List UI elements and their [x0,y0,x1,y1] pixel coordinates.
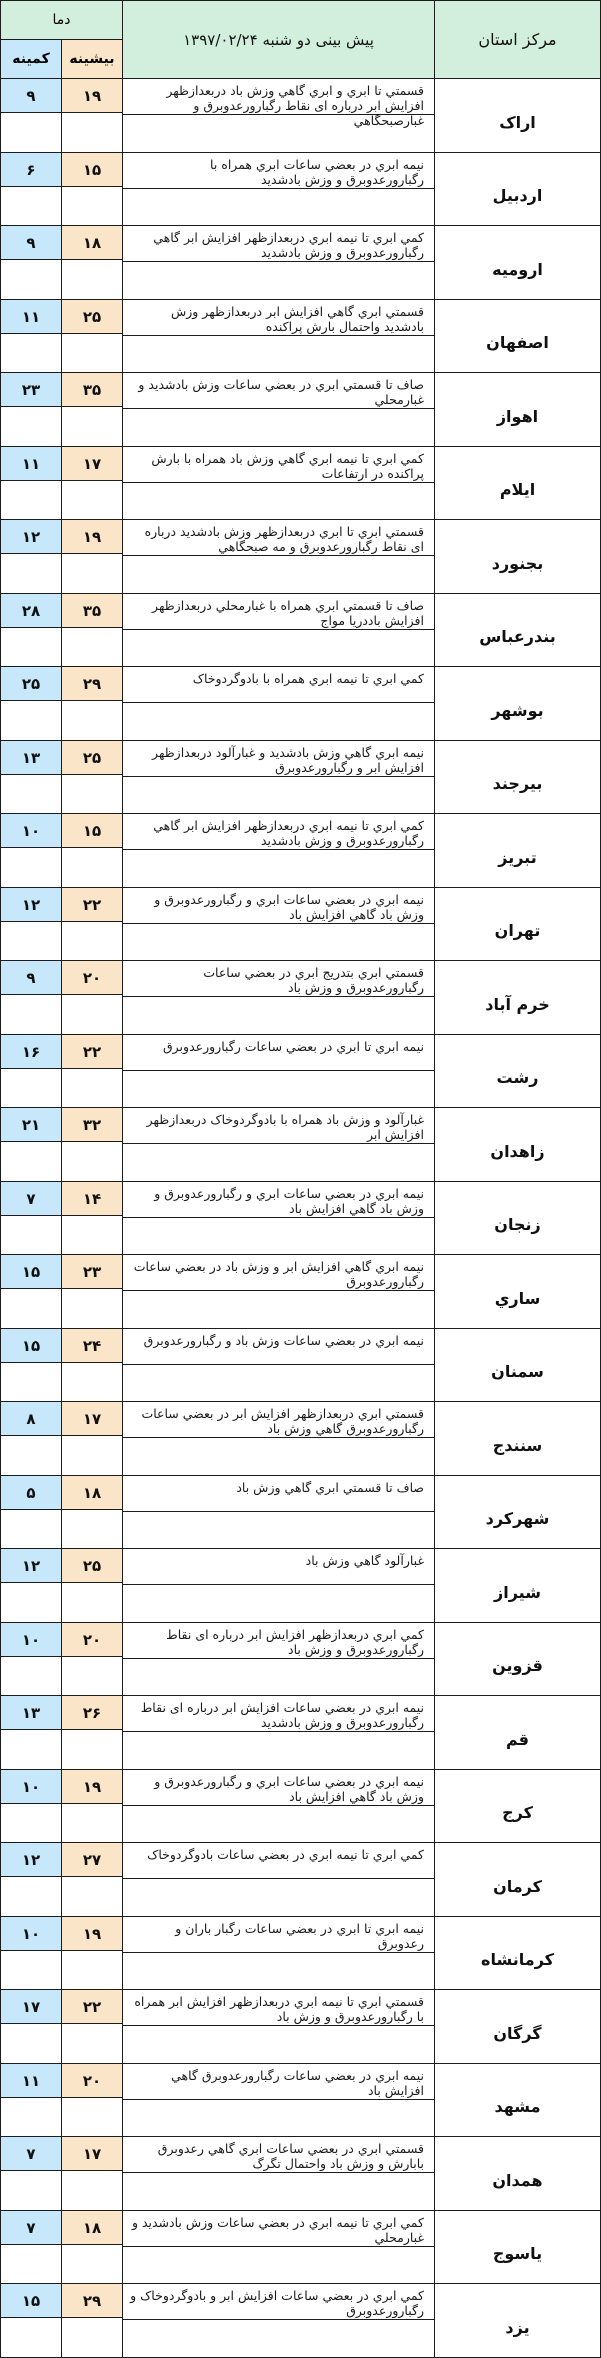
max-temp: ۱۷ [62,2137,122,2171]
forecast-text: قسمتي ابري گاهي افزايش ابر دربعدازظهر وزش بادشدید واحتمال بارش پراکنده [123,300,434,336]
city-name: سنندج [435,1402,601,1476]
max-temp-cell [62,1328,123,1402]
min-temp: ۲۵ [1,667,61,701]
max-temp-cell [62,814,123,888]
max-temp-cell [62,299,123,373]
min-temp-cell [1,593,62,667]
forecast-cell [123,1402,435,1476]
max-temp: ۱۵ [62,814,122,848]
table-row [1,1034,601,1108]
min-temp-cell [1,152,62,226]
min-temp-cell [1,226,62,300]
forecast-text: کمي ابري تا نیمه ابري دربعدازظهر افزايش ابر گاهي رگبارورعدوبرق و وزش بادشدید [123,226,434,262]
min-temp: ۹ [1,961,61,995]
table-row [1,814,601,888]
forecast-cell [123,2210,435,2284]
min-temp: ۲۳ [1,373,61,407]
forecast-cell [123,2137,435,2211]
max-temp: ۲۰ [62,2064,122,2098]
table-row [1,1696,601,1770]
min-temp-cell [1,2284,62,2358]
forecast-cell [123,2284,435,2358]
forecast-cell [123,2063,435,2137]
min-temp-cell [1,1475,62,1549]
city-name: اردبیل [435,152,601,226]
max-temp: ۲۹ [62,667,122,701]
city-name: شهرکرد [435,1475,601,1549]
forecast-cell [123,1108,435,1182]
table-row [1,1549,601,1623]
forecast-text: صاف تا قسمتي ابري در بعضي ساعات وزش بادشدید و غبارمحلي [123,373,434,409]
city-name: زاهدان [435,1108,601,1182]
min-temp-cell [1,887,62,961]
table-row [1,887,601,961]
table-row [1,1843,601,1917]
table-row [1,1916,601,1990]
forecast-text: قسمتي ابري دربعدازظهر افزايش ابر در بعضي ساعات رگبارورعدوبرق گاهي وزش باد [123,1402,434,1438]
max-temp-cell [62,2284,123,2358]
city-name: بیرجند [435,740,601,814]
min-temp: ۹ [1,226,61,260]
max-temp: ۱۹ [62,520,122,554]
max-temp-cell [62,1696,123,1770]
forecast-text: نیمه ابري در بعضي ساعات رگبارورعدوبرق گاهي افزايش باد [123,2064,434,2100]
max-temp-cell [62,152,123,226]
max-temp: ۱۸ [62,2211,122,2245]
min-temp: ۸ [1,1402,61,1436]
min-temp: ۱۲ [1,888,61,922]
max-temp: ۲۹ [62,2284,122,2318]
city-name: یاسوج [435,2210,601,2284]
max-temp-cell [62,961,123,1035]
header-row-top [1,1,601,40]
city-name: بندرعباس [435,593,601,667]
min-temp: ۱۱ [1,447,61,481]
table-row [1,740,601,814]
city-name: بجنورد [435,520,601,594]
max-temp: ۲۰ [62,961,122,995]
table-row [1,1622,601,1696]
max-temp: ۲۵ [62,741,122,775]
forecast-rows [1,79,601,2358]
min-temp-cell [1,1402,62,1476]
min-temp: ۱۶ [1,1035,61,1069]
min-temp: ۱۷ [1,1990,61,2024]
min-temp: ۲۱ [1,1108,61,1142]
forecast-cell [123,226,435,300]
forecast-text: نیمه ابري در بعضي ساعات وزش باد و رگبارورعدوبرق [123,1329,434,1365]
max-temp-cell [62,2210,123,2284]
max-temp-cell [62,1843,123,1917]
min-temp: ۷ [1,2211,61,2245]
max-temp: ۱۸ [62,226,122,260]
forecast-text: نیمه ابري در بعضي ساعات ابري و رگبارورعدوبرق و وزش باد گاهي افزايش باد [123,1770,434,1806]
min-temp-cell [1,1843,62,1917]
forecast-cell [123,1696,435,1770]
max-temp: ۲۳ [62,1255,122,1289]
min-temp-cell [1,1990,62,2064]
forecast-text: قسمتي ابري تا ابري دربعدازظهر وزش بادشدید درباره ای نقاط رگبارورعدوبرق و مه صبحگاهي [123,520,434,556]
city-name: گرگان [435,1990,601,2064]
table-row [1,2210,601,2284]
table-row [1,1475,601,1549]
city-name: اراک [435,79,601,153]
header-min: کمینه [1,40,62,79]
min-temp: ۱۲ [1,1549,61,1583]
max-temp-cell [62,667,123,741]
max-temp-cell [62,1108,123,1182]
forecast-cell [123,152,435,226]
city-name: قزوین [435,1622,601,1696]
min-temp: ۷ [1,2137,61,2171]
forecast-text: غبارآلود گاهي وزش باد [123,1549,434,1585]
forecast-text: نیمه ابري در بعضي ساعات ابري و رگبارورعدوبرق و وزش باد گاهي افزايش باد [123,888,434,924]
city-name: کرمان [435,1843,601,1917]
max-temp: ۲۷ [62,1843,122,1877]
forecast-text: قسمتي ابري در بعضي ساعات ابري گاهي رعدوبرق بابارش و وزش باد واحتمال تگرگ [123,2137,434,2173]
min-temp-cell [1,79,62,153]
forecast-text: کمي ابري تا نیمه ابري در بعضي ساعات بادوگردوخاک [123,1843,434,1879]
forecast-cell [123,299,435,373]
city-name: رشت [435,1034,601,1108]
forecast-text: غبارآلود و وزش باد همراه با بادوگردوخاک دربعدازظهر افزايش ابر [123,1108,434,1144]
max-temp: ۱۹ [62,1770,122,1804]
forecast-text: کمي ابري دربعدازظهر افزايش ابر درباره ای نقاط رگبارورعدوبرق و وزش باد [123,1623,434,1659]
forecast-text: نیمه ابري در بعضي ساعات ابري همراه با رگبارورعدوبرق و وزش بادشدید [123,153,434,189]
table-row [1,446,601,520]
table-row [1,667,601,741]
max-temp: ۲۲ [62,1035,122,1069]
max-temp-cell [62,1622,123,1696]
min-temp: ۱۱ [1,300,61,334]
table-row [1,520,601,594]
forecast-cell [123,1181,435,1255]
min-temp: ۱۵ [1,1329,61,1363]
forecast-text: صاف تا قسمتي ابري گاهي وزش باد [123,1476,434,1512]
forecast-cell [123,79,435,153]
min-temp: ۱۲ [1,520,61,554]
header-temperature: دما [1,1,123,40]
forecast-text: کمي ابري تا نیمه ابري در بعضي ساعات وزش بادشدید و غبارمحلي [123,2211,434,2247]
table-row [1,1769,601,1843]
forecast-cell [123,1328,435,1402]
min-temp-cell [1,740,62,814]
max-temp: ۳۵ [62,373,122,407]
min-temp: ۷ [1,1182,61,1216]
min-temp-cell [1,667,62,741]
forecast-cell [123,1034,435,1108]
min-temp-cell [1,2137,62,2211]
forecast-cell [123,1843,435,1917]
header-max: بیشینه [62,40,123,79]
city-name: زنجان [435,1181,601,1255]
table-row [1,2063,601,2137]
forecast-cell [123,1916,435,1990]
forecast-cell [123,814,435,888]
min-temp: ۱۳ [1,1696,61,1730]
forecast-text: کمي ابري تا نیمه ابري دربعدازظهر افزايش ابر گاهي رگبارورعدوبرق و وزش بادشدید [123,814,434,850]
city-name: اهواز [435,373,601,447]
city-name: ساري [435,1255,601,1329]
max-temp-cell [62,1916,123,1990]
max-temp-cell [62,1549,123,1623]
forecast-text: نیمه ابري گاهي افزايش ابر و وزش باد در بعضي ساعات رگبارورعدوبرق [123,1255,434,1291]
forecast-text: کمي ابري تا نیمه ابري گاهي وزش باد همراه با بارش پراکنده در ارتفاعات [123,447,434,483]
city-name: ارومیه [435,226,601,300]
table-row [1,2137,601,2211]
forecast-text: صاف تا قسمتي ابري همراه با غبارمحلي دربعدازظهر افزايش باددريا مواج [123,594,434,630]
table-row [1,152,601,226]
min-temp: ۱۵ [1,2284,61,2318]
forecast-text: کمي ابري در بعضي ساعات افزايش ابر و بادوگردوخاک و رگبارورعدوبرق [123,2284,434,2320]
forecast-cell [123,1255,435,1329]
max-temp-cell [62,1990,123,2064]
city-name: همدان [435,2137,601,2211]
min-temp-cell [1,1549,62,1623]
city-name: خرم آباد [435,961,601,1035]
table-row [1,1181,601,1255]
min-temp-cell [1,2063,62,2137]
max-temp: ۲۴ [62,1329,122,1363]
max-temp-cell [62,1181,123,1255]
min-temp-cell [1,1034,62,1108]
city-name: تهران [435,887,601,961]
header-forecast: پیش بینی دو شنبه ۱۳۹۷/۰۲/۲۴ [123,1,435,79]
forecast-cell [123,593,435,667]
city-name: ایلام [435,446,601,520]
min-temp-cell [1,1622,62,1696]
max-temp-cell [62,2063,123,2137]
max-temp-cell [62,887,123,961]
table-row [1,373,601,447]
max-temp: ۳۲ [62,1108,122,1142]
table-row [1,1328,601,1402]
min-temp: ۱۰ [1,1623,61,1657]
max-temp: ۳۵ [62,594,122,628]
city-name: شیراز [435,1549,601,1623]
city-name: سمنان [435,1328,601,1402]
forecast-cell [123,887,435,961]
max-temp: ۱۹ [62,1917,122,1951]
table-row [1,2284,601,2358]
max-temp-cell [62,520,123,594]
min-temp-cell [1,1255,62,1329]
max-temp-cell [62,1769,123,1843]
max-temp: ۲۰ [62,1623,122,1657]
max-temp: ۲۲ [62,888,122,922]
max-temp: ۲۶ [62,1696,122,1730]
table-row [1,79,601,153]
min-temp-cell [1,1328,62,1402]
table-row [1,1990,601,2064]
city-name: بوشهر [435,667,601,741]
table-row [1,1255,601,1329]
city-name: یزد [435,2284,601,2358]
forecast-text: نیمه ابري گاهي وزش بادشدید و غبارآلود دربعدازظهر افزايش ابر و رگبارورعدوبرق [123,741,434,777]
min-temp-cell [1,1769,62,1843]
city-name: تبریز [435,814,601,888]
max-temp: ۱۸ [62,1476,122,1510]
table-row [1,961,601,1035]
max-temp: ۱۷ [62,447,122,481]
forecast-cell [123,446,435,520]
max-temp: ۱۴ [62,1182,122,1216]
max-temp: ۱۵ [62,153,122,187]
forecast-text: نیمه ابري تا ابري در بعضي ساعات رگبارورعدوبرق [123,1035,434,1071]
max-temp: ۲۲ [62,1990,122,2024]
forecast-text: نیمه ابري در بعضي ساعات افزايش ابر درباره ای نقاط رگبارورعدوبرق و وزش بادشدید [123,1696,434,1732]
max-temp-cell [62,373,123,447]
min-temp: ۱۰ [1,1770,61,1804]
max-temp-cell [62,740,123,814]
max-temp-cell [62,593,123,667]
min-temp: ۵ [1,1476,61,1510]
min-temp-cell [1,446,62,520]
forecast-cell [123,961,435,1035]
table-row [1,593,601,667]
table-row [1,226,601,300]
forecast-text: قسمتي ابري تا نیمه ابري دربعدازظهر افزايش ابر همراه با رگبارورعدوبرق و وزش باد [123,1990,434,2026]
min-temp: ۱۵ [1,1255,61,1289]
forecast-cell [123,1622,435,1696]
table-row [1,1402,601,1476]
min-temp: ۱۱ [1,2064,61,2098]
max-temp-cell [62,446,123,520]
max-temp-cell [62,1402,123,1476]
city-name: مشهد [435,2063,601,2137]
forecast-text: قسمتي تا ابري و ابري گاهي وزش باد دربعدازظهر افزايش ابر درباره ای نقاط رگبارورعدوبرق و غبارصبحگاهي [123,79,434,115]
max-temp: ۲۵ [62,1549,122,1583]
max-temp-cell [62,226,123,300]
forecast-text: کمي ابري تا نیمه ابري همراه با بادوگردوخاک [123,667,434,703]
city-name: قم [435,1696,601,1770]
min-temp-cell [1,1108,62,1182]
min-temp: ۱۳ [1,741,61,775]
min-temp-cell [1,1916,62,1990]
min-temp-cell [1,961,62,1035]
city-name: کرج [435,1769,601,1843]
forecast-cell [123,740,435,814]
min-temp-cell [1,2210,62,2284]
table-row [1,1108,601,1182]
forecast-cell [123,667,435,741]
max-temp-cell [62,1034,123,1108]
forecast-cell [123,1475,435,1549]
max-temp-cell [62,2137,123,2211]
min-temp-cell [1,373,62,447]
max-temp-cell [62,1255,123,1329]
max-temp: ۲۵ [62,300,122,334]
city-name: کرمانشاه [435,1916,601,1990]
forecast-text: نیمه ابري تا ابري در بعضي ساعات رگبار باران و رعدوبرق [123,1917,434,1953]
max-temp: ۱۷ [62,1402,122,1436]
header-city: مرکز استان [435,1,601,79]
forecast-text: قسمتي ابري بتدريج ابري در بعضي ساعات رگبارورعدوبرق و وزش باد [123,961,434,997]
min-temp: ۲۸ [1,594,61,628]
min-temp-cell [1,1181,62,1255]
forecast-text: نیمه ابري در بعضي ساعات ابري و رگبارورعدوبرق و وزش باد گاهي افزايش باد [123,1182,434,1218]
table-row [1,299,601,373]
forecast-cell [123,1990,435,2064]
forecast-cell [123,520,435,594]
min-temp-cell [1,299,62,373]
max-temp-cell [62,79,123,153]
forecast-cell [123,373,435,447]
min-temp: ۱۲ [1,1843,61,1877]
min-temp-cell [1,814,62,888]
forecast-cell [123,1769,435,1843]
max-temp-cell [62,1475,123,1549]
forecast-cell [123,1549,435,1623]
min-temp: ۱۰ [1,1917,61,1951]
min-temp: ۶ [1,153,61,187]
min-temp: ۱۰ [1,814,61,848]
min-temp-cell [1,520,62,594]
city-name: اصفهان [435,299,601,373]
min-temp-cell [1,1696,62,1770]
max-temp: ۱۹ [62,79,122,113]
min-temp: ۹ [1,79,61,113]
